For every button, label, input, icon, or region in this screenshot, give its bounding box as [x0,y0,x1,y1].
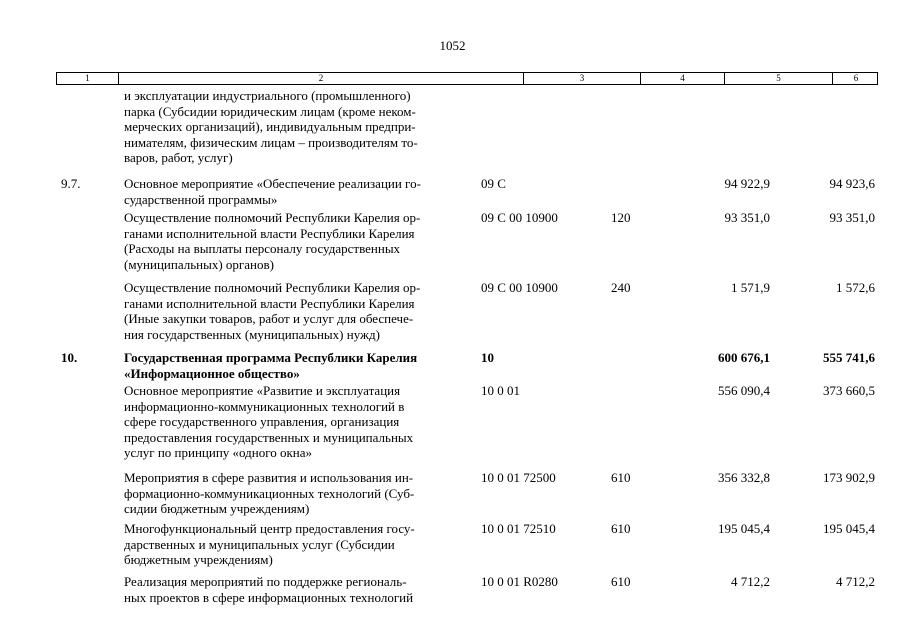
row-type: 610 [611,574,631,589]
row-code: 09 С 00 10900 [481,210,558,225]
row-value-5: 556 090,4 [718,383,770,398]
row-code: 09 С 00 10900 [481,280,558,295]
row-name: и эксплуатации индустриального (промышленного) парка (Субсидии юридическим лицам (кроме неком- мерческих организаций), индивидуальным предпри- нимателям, физическим лицам – производителям то- варов, работ, услуг) [124,88,418,165]
table-header-row [56,72,878,85]
header-col-6: 6 [832,73,879,84]
header-col-5: 5 [724,73,832,84]
row-value-5: 93 351,0 [724,210,770,225]
row-name: Осуществление полномочий Республики Карелия ор- ганами исполнительной власти Республики Карелия (Иные закупки товаров, работ и услуг для обеспече- ния государственных (муниципальных) нужд) [124,280,421,342]
row-name: Осуществление полномочий Республики Карелия ор- ганами исполнительной власти Республики Карелия (Расходы на выплаты персоналу государственных (муниципальных) органов) [124,210,421,272]
row-value-6: 93 351,0 [829,210,875,225]
row-value-6: 4 712,2 [836,574,875,589]
row-name: Государственная программа Республики Карелия «Информационное общество» [124,350,418,381]
row-value-6: 195 045,4 [823,521,875,536]
row-number: 10. [61,350,78,365]
row-code: 10 0 01 72500 [481,470,556,485]
row-name: Основное мероприятие «Развитие и эксплуатация информационно-коммуникационных технологий в сфере государственного управления, организация предоставления государственных и муниципальных услуг по принципу «одного окна» [124,383,414,460]
row-code: 10 0 01 [481,383,520,398]
header-col-2: 2 [118,73,523,84]
row-code: 10 0 01 72510 [481,521,556,536]
row-value-6: 1 572,6 [836,280,875,295]
row-value-6: 173 902,9 [823,470,875,485]
row-type: 120 [611,210,631,225]
row-value-6: 555 741,6 [823,350,875,365]
row-type: 610 [611,521,631,536]
row-name: Многофункциональный центр предоставления госу- дарственных и муниципальных услуг (Субсидии бюджетным учреждениям) [124,521,415,567]
page-number: 1052 [439,38,466,53]
row-type: 610 [611,470,631,485]
header-col-3: 3 [523,73,640,84]
header-col-4: 4 [640,73,724,84]
row-value-5: 195 045,4 [718,521,770,536]
row-value-5: 1 571,9 [731,280,770,295]
row-value-5: 4 712,2 [731,574,770,589]
row-value-6: 94 923,6 [829,176,875,191]
row-code: 10 [481,350,494,365]
row-name: Мероприятия в сфере развития и использования ин- формационно-коммуникационных технологий (Суб- сидии бюджетным учреждениям) [124,470,415,516]
row-name: Реализация мероприятий по поддержке региональ- ных проектов в сфере информационных технологий [124,574,414,605]
row-value-5: 94 922,9 [724,176,770,191]
header-col-1: 1 [85,73,90,83]
row-value-5: 356 332,8 [718,470,770,485]
row-value-6: 373 660,5 [823,383,875,398]
row-name: Основное мероприятие «Обеспечение реализации го- сударственной программы» [124,176,421,207]
row-code: 09 С [481,176,506,191]
row-code: 10 0 01 R0280 [481,574,558,589]
row-type: 240 [611,280,631,295]
row-number: 9.7. [61,176,81,191]
row-value-5: 600 676,1 [718,350,770,365]
